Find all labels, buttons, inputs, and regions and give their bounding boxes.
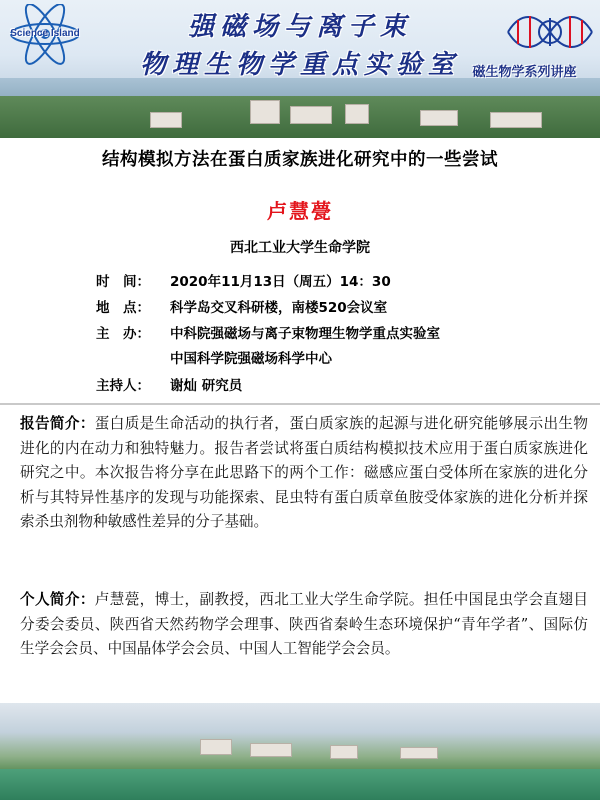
time-row bbox=[96, 270, 391, 290]
time-value: 2020年11月13日（周五）14：30 bbox=[170, 274, 391, 290]
building bbox=[345, 104, 369, 124]
speaker-affiliation: 西北工业大学生命学院 bbox=[230, 240, 370, 256]
series-label: 磁生物学系列讲座 bbox=[472, 65, 577, 80]
talk-title: 结构模拟方法在蛋白质家族进化研究中的一些尝试 bbox=[102, 150, 498, 170]
place-label: 地 点： bbox=[96, 300, 150, 316]
lab-title-line1: 强磁场与离子束 bbox=[187, 12, 412, 42]
time-label: 时 间： bbox=[96, 274, 150, 290]
abstract-text: 蛋白质是生命活动的执行者，蛋白质家族的起源与进化研究能够展示出生物进化的内在动力和独特魅力。报告者尝试将蛋白质结构模拟技术应用于蛋白质家族进化研究之中。本次报告将分享在此思路下的两个工作：磁感应蛋白受体所在家族的进化分析与其特异性基序的发现与功能探索、昆虫特有蛋白质章鱼胺受体家族的进化分析并探索杀虫剂物种敏感性差异的分子基础。 bbox=[20, 415, 588, 530]
building bbox=[150, 112, 182, 128]
lab-title-line2: 物理生物学重点实验室 bbox=[139, 50, 460, 80]
building bbox=[200, 739, 232, 755]
place-row bbox=[96, 296, 387, 316]
magnetobiology-logo bbox=[506, 8, 594, 56]
abstract-heading: 报告简介： bbox=[20, 415, 95, 432]
bio-section bbox=[20, 588, 588, 662]
building bbox=[420, 110, 458, 126]
lake-water bbox=[0, 769, 600, 800]
host-label: 主 办： bbox=[96, 326, 150, 342]
building bbox=[330, 745, 358, 759]
header-banner bbox=[0, 0, 600, 138]
building bbox=[250, 743, 292, 757]
host-value-2: 中国科学院强磁场科学中心 bbox=[170, 351, 332, 367]
speaker-name: 卢慧甍 bbox=[267, 199, 333, 223]
chair-row bbox=[96, 374, 242, 394]
chair-label: 主持人： bbox=[96, 378, 150, 394]
building bbox=[490, 112, 542, 128]
chair-value: 谢灿 研究员 bbox=[170, 378, 243, 394]
logo-text: Science Island bbox=[10, 28, 80, 39]
building bbox=[400, 747, 438, 759]
place-value: 科学岛交叉科研楼，南楼520会议室 bbox=[170, 300, 388, 316]
section-divider bbox=[0, 403, 600, 405]
bio-text: 卢慧甍，博士，副教授，西北工业大学生命学院。担任中国昆虫学会直翅目分委会委员、陕西省天然药物学会理事、陕西省秦岭生态环境保护“青年学者”、国际仿生学会会员、中国晶体学会会员、中国人工智能学会会员。 bbox=[20, 591, 588, 657]
building bbox=[250, 100, 280, 124]
footer-landscape bbox=[0, 703, 600, 800]
bio-heading: 个人简介： bbox=[20, 591, 95, 608]
building bbox=[290, 106, 332, 124]
host-value-1: 中科院强磁场与离子束物理生物学重点实验室 bbox=[170, 326, 440, 342]
host-row bbox=[96, 322, 440, 342]
host-row-2 bbox=[96, 347, 332, 367]
abstract-section bbox=[20, 412, 588, 535]
